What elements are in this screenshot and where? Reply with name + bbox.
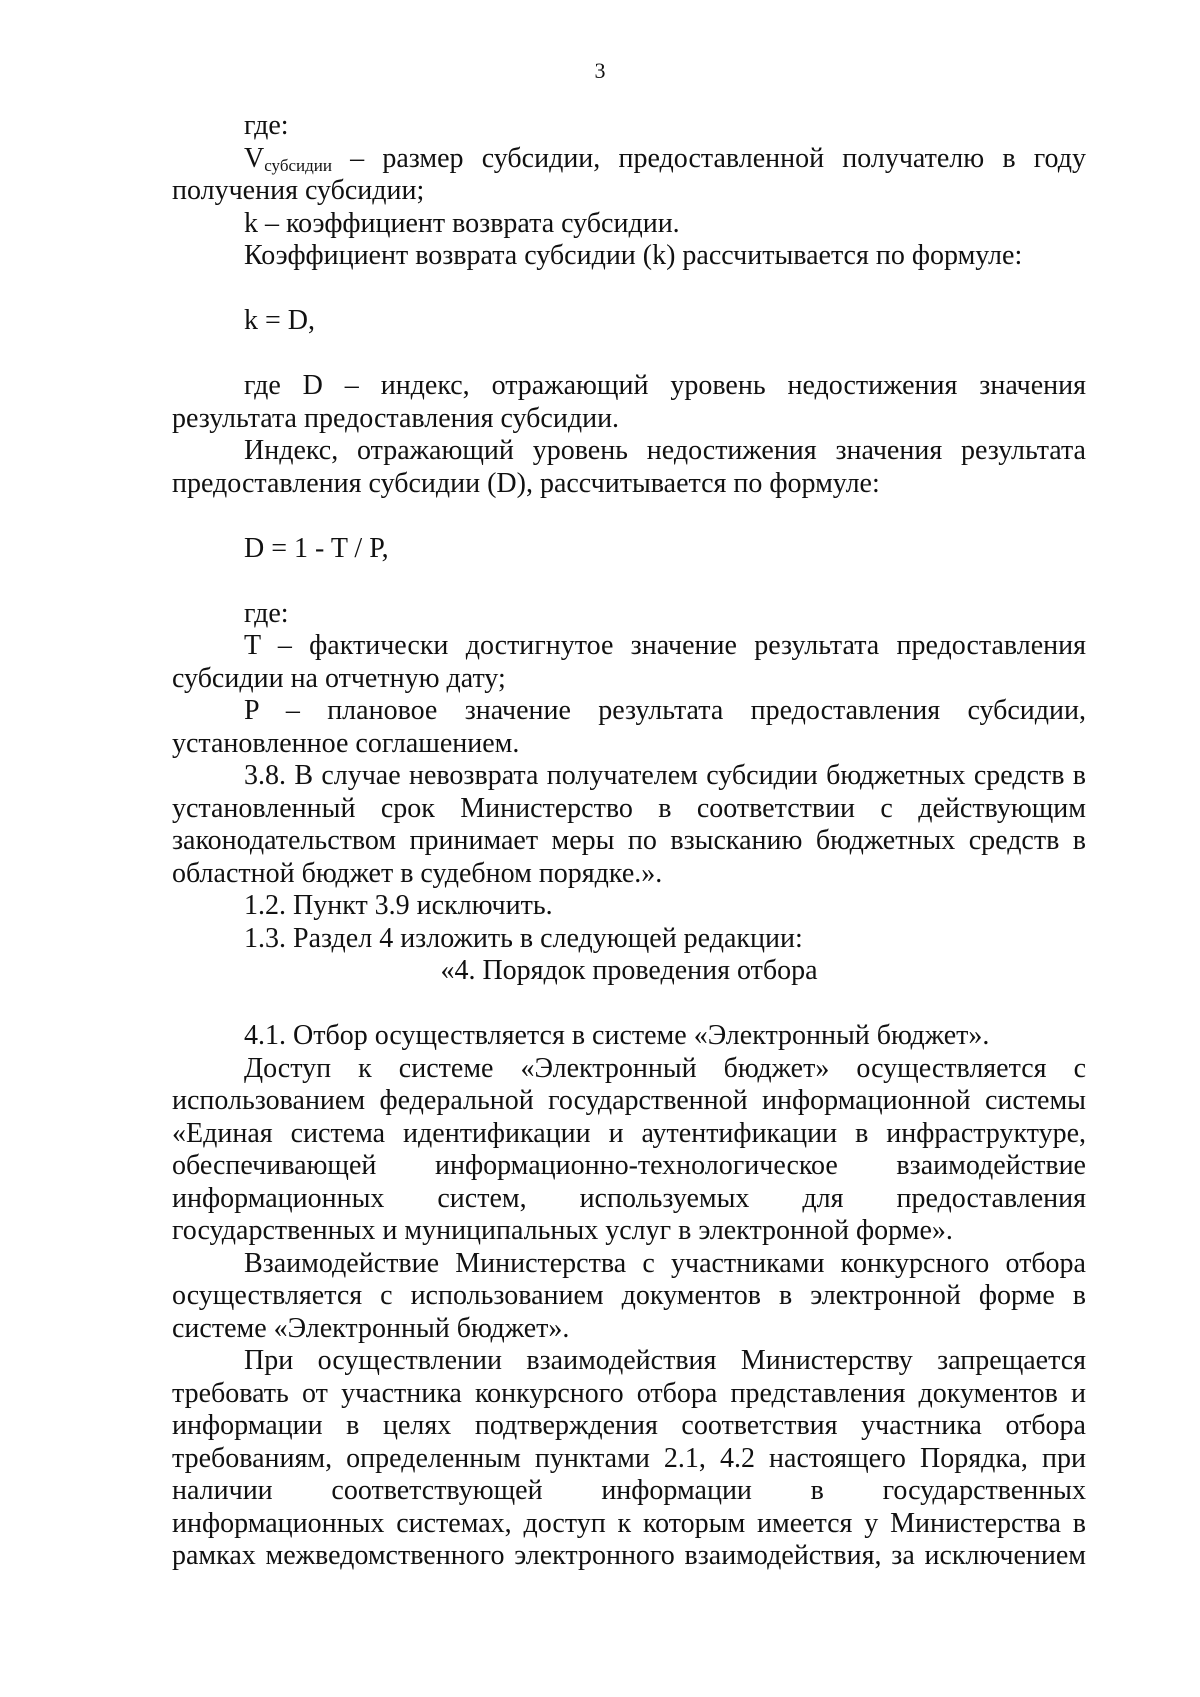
- paragraph-v-subsidy: [172, 143, 1086, 208]
- section-4-heading: «4. Порядок проведения отбора: [440, 955, 818, 986]
- paragraph-where-2: где:: [244, 597, 289, 629]
- spacer: [172, 988, 1086, 1021]
- variable-v-definition: – размер субсидии, предоставленной получателю в году получения субсидии;: [172, 142, 1086, 206]
- formula-d: D = 1 - T / P,: [244, 532, 389, 564]
- spacer: [172, 500, 1086, 533]
- paragraph-t-definition: T – фактически достигнутое значение результата предоставления субсидии на отчетную дату;: [172, 630, 1086, 694]
- paragraph-1-2: 1.2. Пункт 3.9 исключить.: [244, 890, 553, 921]
- spacer: [172, 273, 1086, 306]
- document-body: [172, 110, 1086, 1573]
- paragraph-prohibition: При осуществлении взаимодействия Министерству запрещается требовать от участника конкурсного отбора представления документов и информации в целях подтверждения соответствия участника отбора требованиям, определенным пунктами 2.1, 4.2 настоящего Порядка, при наличии соответствующей информации в государственных информационных системах, доступ к которым имеется у Министерства в рамках межведомственного электронного взаимодействия, за исключением: [172, 1345, 1086, 1571]
- formula-k: k = D,: [244, 305, 316, 336]
- paragraph-access-system: Доступ к системе «Электронный бюджет» осуществляется с использованием федеральной государственной информационной системы «Единая система идентификации и аутентификации в инфраструктуре, обеспечивающей информационно-технологическое взаимодействие информационных систем, используемых для предоставления государственных и муниципальных услуг в электронной форме».: [172, 1052, 1086, 1246]
- spacer: [172, 565, 1086, 598]
- paragraph-where-1: где:: [244, 110, 289, 141]
- paragraph-k-definition: k – коэффициент возврата субсидии.: [244, 207, 680, 239]
- paragraph-4-1: 4.1. Отбор осуществляется в системе «Электронный бюджет».: [244, 1020, 990, 1051]
- spacer: [172, 338, 1086, 371]
- paragraph-1-3: 1.3. Раздел 4 изложить в следующей редакции:: [244, 922, 803, 954]
- paragraph-p-definition: P – плановое значение результата предоставления субсидии, установленное соглашением.: [172, 695, 1086, 759]
- paragraph-3-8: 3.8. В случае невозврата получателем субсидии бюджетных средств в установленный срок Министерство в соответствии с действующим законодательством принимает меры по взысканию бюджетных средств в областной бюджет в судебном порядке.».: [172, 760, 1086, 889]
- paragraph-k-formula-intro: Коэффициент возврата субсидии (k) рассчитывается по формуле:: [244, 240, 1023, 271]
- paragraph-interaction: Взаимодействие Министерства с участниками конкурсного отбора осуществляется с использованием документов в электронной форме в системе «Электронный бюджет».: [172, 1247, 1086, 1344]
- paragraph-d-formula-intro: Индекс, отражающий уровень недостижения значения результата предоставления субсидии (D), рассчитывается по формуле:: [172, 435, 1086, 499]
- page-number: 3: [594, 58, 606, 83]
- variable-v-subscript: субсидии: [264, 155, 332, 175]
- variable-v: V: [244, 142, 265, 174]
- paragraph-d-definition: где D – индекс, отражающий уровень недостижения значения результата предоставления субсидии.: [172, 370, 1086, 434]
